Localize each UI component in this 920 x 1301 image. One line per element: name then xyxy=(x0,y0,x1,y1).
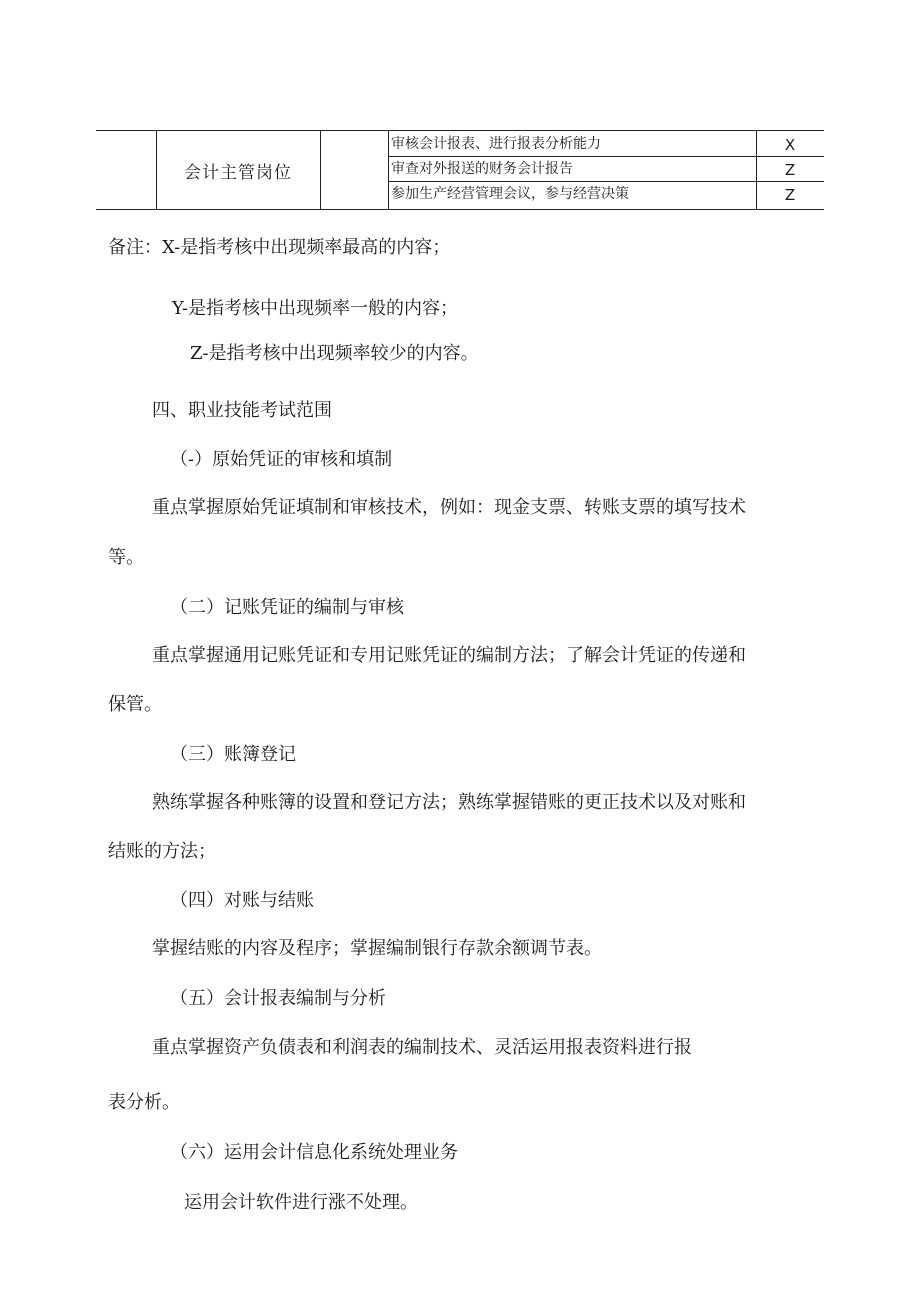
item-heading: （-）原始凭证的审核和填制 xyxy=(170,449,393,470)
frequency-cell: Z xyxy=(784,161,796,179)
item-body: 重点掌握原始凭证填制和审核技术，例如：现金支票、转账支票的填写技术 xyxy=(152,497,746,518)
note-x: 备注：X-是指考核中出现频率最高的内容； xyxy=(108,237,451,258)
item-body-continued: 等。 xyxy=(108,547,144,568)
item-heading: （四）对账与结账 xyxy=(170,890,314,911)
skills-table xyxy=(96,130,824,210)
item-heading: （六）运用会计信息化系统处理业务 xyxy=(170,1142,458,1163)
item-body: 重点掌握通用记账凭证和专用记账凭证的编制方法；了解会计凭证的传递和 xyxy=(152,645,746,666)
item-body-continued: 保管。 xyxy=(108,694,162,715)
item-body: 熟练掌握各种账簿的设置和登记方法；熟练掌握错账的更正技术以及对账和 xyxy=(152,792,746,813)
note-z: Z-是指考核中出现频率较少的内容。 xyxy=(190,343,479,364)
post-name-cell: 会计主管岗位 xyxy=(184,162,292,183)
task-cell: 审查对外报送的财务会计报告 xyxy=(391,161,573,177)
note-y: Y-是指考核中出现频率一般的内容； xyxy=(172,298,458,319)
task-cell: 审核会计报表、进行报表分析能力 xyxy=(391,136,601,152)
task-cell: 参加生产经营管理会议，参与经营决策 xyxy=(391,186,629,202)
item-body: 掌握结账的内容及程序；掌握编制银行存款余额调节表。 xyxy=(152,938,602,959)
item-body-continued: 结账的方法； xyxy=(108,841,216,862)
item-heading: （三）账簿登记 xyxy=(170,744,296,765)
frequency-cell: X xyxy=(784,136,796,154)
item-body: 运用会计软件进行涨不处理。 xyxy=(184,1192,418,1213)
frequency-cell: Z xyxy=(784,186,796,204)
table-divider xyxy=(388,131,389,209)
item-heading: （五）会计报表编制与分析 xyxy=(170,988,386,1009)
section-title: 四、职业技能考试范围 xyxy=(152,400,332,421)
item-heading: （二）记账凭证的编制与审核 xyxy=(170,597,404,618)
table-divider xyxy=(320,131,321,209)
item-body: 重点掌握资产负债表和利润表的编制技术、灵活运用报表资料进行报 xyxy=(152,1037,692,1058)
item-body-continued: 表分析。 xyxy=(108,1092,180,1113)
